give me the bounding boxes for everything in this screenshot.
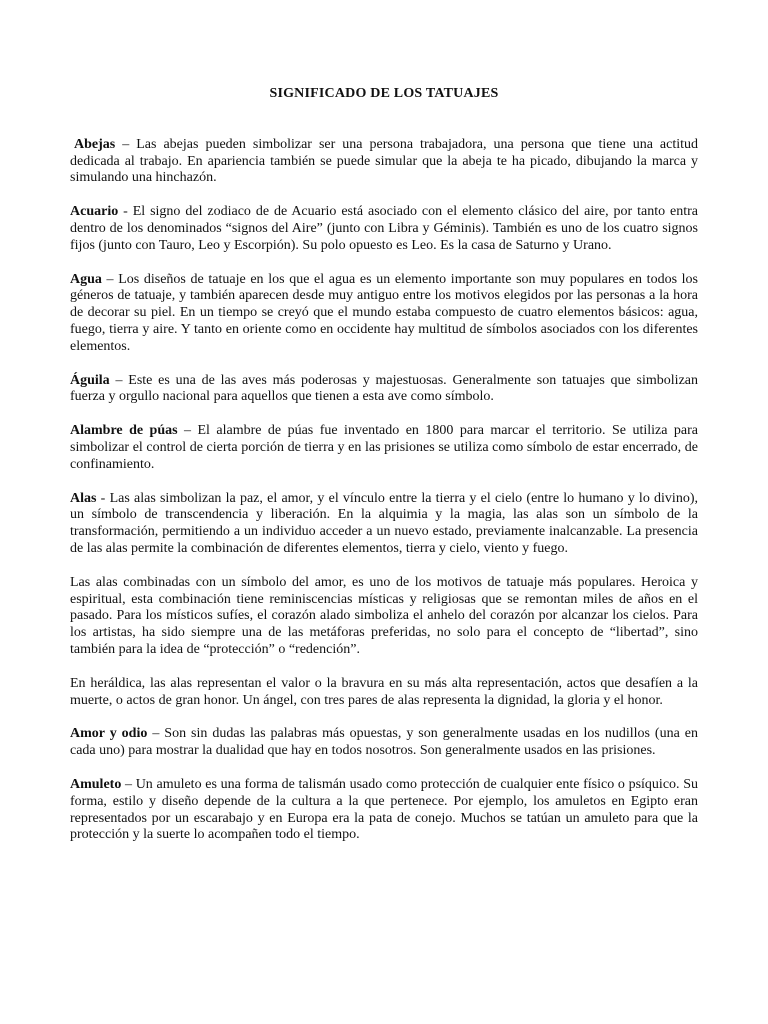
- entry-term: Alas: [70, 490, 97, 506]
- entry-amor-y-odio: [70, 726, 698, 760]
- entry-alas-amor: [70, 575, 698, 659]
- entry-term: Águila: [70, 372, 110, 388]
- entry-text: Los diseños de tatuaje en los que el agua es un elemento importante son muy populares en todos los géneros de tatuaje, y también aparecen desde muy antiguo entre los motivos elegidos por las personas a la hora de decorar su piel. En un tiempo se creyó que el mundo estaba compuesto de cuatro elementos básicos: agua, fuego, tierra y aire. Y tanto en oriente como en occidente hay multitud de símbolos asociados con los diferentes elementos.: [70, 271, 699, 354]
- document-title: SIGNIFICADO DE LOS TATUAJES: [269, 86, 499, 101]
- entry-separator: –: [115, 136, 137, 152]
- entry-separator: -: [118, 204, 133, 220]
- entry-text: Las alas combinadas con un símbolo del amor, es uno de los motivos de tatuaje más populares. Heroica y espiritual, esta combinación tiene reminiscencias místicas y religiosas que se remontan miles de años en el pasado. Para los místicos sufíes, el corazón alado simboliza el anhelo del corazón por alcanzar los cielos. Para los artistas, ha sido siempre una de las metáforas preferidas, no solo para el concepto de “libertad”, sino también para la idea de “protección” o “redención”.: [70, 574, 698, 657]
- entry-term: Agua: [70, 271, 102, 287]
- entry-separator: –: [109, 372, 129, 388]
- entry-text: Las abejas pueden simbolizar ser una persona trabajadora, una persona que tiene una actitud dedicada al trabajo. En apariencia también se puede simular que la abeja te ha picado, dibujando la marca y simulando una hinchazón.: [70, 136, 698, 186]
- entry-aguila: [70, 373, 698, 407]
- entry-separator: –: [177, 423, 198, 439]
- entry-term: Alambre de púas: [70, 423, 178, 439]
- entry-term: Acuario: [70, 204, 119, 220]
- entry-text: En heráldica, las alas representan el valor o la bravura en su más alta representación, actos que desafíen a la muerte, o actos de gran honor. Un ángel, con tres pares de alas representa la dignidad, la gloria y el honor.: [70, 675, 698, 708]
- entry-alas: [70, 491, 698, 558]
- entry-alambre-de-puas: [70, 423, 698, 473]
- entry-separator: –: [147, 726, 165, 742]
- entry-text: Un amuleto es una forma de talismán usado como protección de cualquier ente físico o psíquico. Su forma, estilo y diseño depende de la cultura a la que pertenece. Por ejemplo, los amuletos en Egipto eran representados por un escarabajo y en Europa era la pata de conejo. Muchos se tatúan un amuleto para que la protección y la suerte lo acompañen todo el tiempo.: [70, 776, 699, 843]
- entry-text: Este es una de las aves más poderosas y majestuosas. Generalmente son tatuajes que simbolizan fuerza y orgullo nacional para aquellos que tienen a esta ave como símbolo.: [70, 372, 698, 405]
- entry-text: El alambre de púas fue inventado en 1800 para marcar el territorio. Se utiliza para simbolizar el control de cierta porción de tierra y en las prisiones se utiliza como símbolo de estar encerrado, de confinamiento.: [70, 423, 698, 472]
- entry-text: El signo del zodiaco de de Acuario está asociado con el elemento clásico del aire, por tanto entra dentro de los denominados “signos del Aire” (junto con Libra y Géminis). También es uno de los cuatro signos fijos (junto con Tauro, Leo y Escorpión). Su polo opuesto es Leo. Es la casa de Saturno y Urano.: [70, 204, 698, 253]
- entry-alas-heraldica: [70, 676, 698, 710]
- entry-abejas: [70, 137, 698, 187]
- entry-separator: -: [96, 490, 110, 506]
- entry-separator: –: [121, 776, 136, 792]
- entry-agua: [70, 272, 698, 356]
- entry-term: Amuleto: [70, 776, 122, 792]
- entry-text: Son sin dudas las palabras más opuestas, y son generalmente usadas en los nudillos (una en cada uno) para mostrar la dualidad que hay en todos nosotros. Son generalmente usados en las prisiones.: [70, 726, 698, 759]
- entry-text: Las alas simbolizan la paz, el amor, y el vínculo entre la tierra y el cielo (entre lo humano y lo divino), un símbolo de transcendencia y liberación. En la alquimia y la magia, las alas son un símbolo de la transformación, permitiendo a un individuo acceder a un nuevo estado, previamente inalcanzable. La presencia de las alas permite la combinación de diferentes elementos, tierra y cielo, viento y fuego.: [70, 490, 698, 556]
- entry-separator: –: [101, 271, 119, 287]
- entry-amuleto: [70, 777, 698, 844]
- entry-term: Amor y odio: [70, 726, 148, 742]
- entry-term: Abejas: [74, 136, 116, 152]
- entry-acuario: [70, 204, 698, 254]
